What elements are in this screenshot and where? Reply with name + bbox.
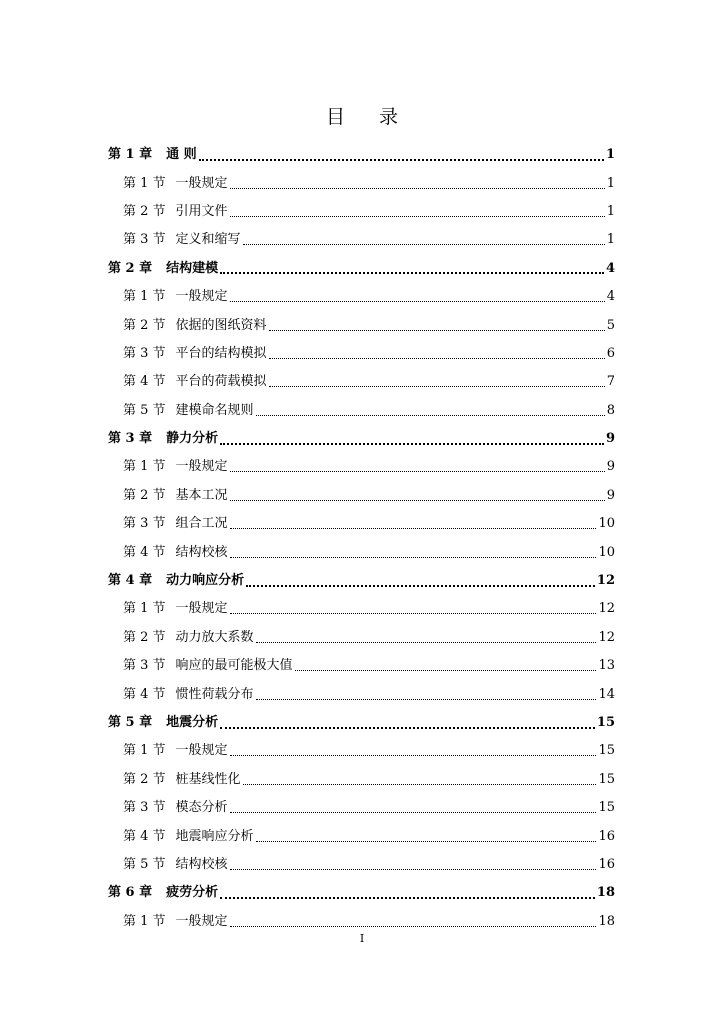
toc-entry-title: 一般规定 — [175, 743, 228, 759]
toc-entry-page: 1 — [606, 232, 615, 248]
page-number: I — [359, 932, 365, 945]
toc-entry-page: 1 — [605, 147, 615, 163]
toc-entry-label — [123, 346, 267, 362]
toc-entry-title: 静力分析 — [166, 431, 219, 447]
toc-entry-title: 疲劳分析 — [166, 885, 219, 901]
toc-entry-title: 平台的结构模拟 — [175, 345, 267, 361]
toc-entry-number: 第 1 节 — [123, 289, 166, 305]
toc-entry-label — [123, 914, 228, 930]
toc-entry-page: 5 — [606, 317, 615, 333]
toc-entry-title: 动力放大系数 — [175, 629, 254, 645]
toc-entry-number: 第 1 节 — [123, 913, 166, 929]
toc-chapter-entry[interactable] — [108, 255, 615, 283]
toc-entry-title: 引用文件 — [175, 203, 228, 219]
toc-section-entry[interactable] — [108, 766, 615, 794]
toc-section-entry[interactable] — [108, 283, 615, 311]
toc-section-entry[interactable] — [108, 198, 615, 226]
dot-leader — [230, 868, 597, 870]
toc-entry-title: 基本工况 — [175, 487, 228, 503]
toc-entry-label — [108, 261, 218, 277]
toc-entry-label — [123, 516, 228, 532]
toc-section-entry[interactable] — [108, 595, 615, 623]
dot-leader — [295, 669, 597, 671]
dot-leader — [230, 215, 605, 217]
toc-entry-page: 1 — [606, 203, 615, 219]
toc-entry-number: 第 3 节 — [123, 345, 166, 361]
dot-leader — [220, 726, 595, 729]
toc-entry-label — [123, 857, 228, 873]
toc-entry-page: 9 — [606, 487, 615, 503]
toc-entry-page: 4 — [606, 289, 615, 305]
toc-entry-title: 惯性荷载分布 — [175, 686, 254, 702]
toc-entry-label — [108, 573, 244, 589]
toc-entry-label — [108, 147, 197, 163]
toc-entry-title: 地震分析 — [166, 715, 219, 730]
dot-leader — [243, 243, 605, 245]
toc-section-entry[interactable] — [108, 652, 615, 680]
toc-entry-number: 第 4 节 — [123, 544, 166, 560]
toc-entry-page: 12 — [596, 573, 615, 589]
toc-entry-number: 第 5 节 — [123, 856, 166, 872]
toc-entry-title: 桩基线性化 — [175, 771, 241, 787]
toc-section-entry[interactable] — [108, 510, 615, 538]
toc-section-entry[interactable] — [108, 397, 615, 425]
toc-entry-number: 第 4 章 — [108, 573, 153, 589]
toc-entry-label — [123, 318, 267, 334]
toc-entry-number: 第 1 节 — [123, 601, 166, 617]
toc-entry-number: 第 2 节 — [123, 317, 166, 333]
toc-section-entry[interactable] — [108, 794, 615, 822]
dot-leader — [230, 527, 597, 529]
dot-leader — [256, 840, 597, 842]
toc-entry-page: 18 — [598, 913, 615, 929]
toc-entry-title: 结构校核 — [175, 856, 228, 872]
toc-section-entry[interactable] — [108, 226, 615, 254]
dot-leader — [269, 357, 605, 359]
toc-entry-label — [108, 885, 218, 901]
toc-entry-title: 一般规定 — [175, 913, 228, 929]
toc-entry-number: 第 5 章 — [108, 715, 153, 730]
toc-section-entry[interactable] — [108, 368, 615, 396]
toc-entry-number: 第 1 章 — [108, 147, 153, 163]
toc-entry-number: 第 3 节 — [123, 658, 166, 674]
dot-leader — [220, 442, 604, 445]
toc-entry-title: 模态分析 — [175, 800, 228, 816]
toc-chapter-entry[interactable] — [108, 709, 615, 737]
toc-entry-page: 6 — [606, 345, 615, 361]
toc-entry-number: 第 1 节 — [123, 743, 166, 759]
toc-entry-number: 第 6 章 — [108, 885, 153, 901]
toc-chapter-entry[interactable] — [108, 567, 615, 595]
toc-title: 目 录 — [325, 106, 413, 128]
toc-entry-page: 15 — [598, 771, 615, 787]
toc-section-entry[interactable] — [108, 340, 615, 368]
toc-entry-label — [123, 176, 228, 192]
toc-entry-title: 结构校核 — [175, 544, 228, 560]
dot-leader — [230, 556, 597, 558]
toc-entry-title: 建模命名规则 — [175, 402, 254, 418]
toc-entry-title: 依据的图纸资料 — [175, 317, 267, 333]
toc-entry-label — [123, 374, 267, 390]
dot-leader — [256, 698, 597, 700]
dot-leader — [230, 811, 597, 813]
toc-section-entry[interactable] — [108, 311, 615, 339]
toc-entry-page: 9 — [605, 431, 615, 447]
dot-leader — [220, 896, 595, 899]
dot-leader — [256, 641, 597, 643]
dot-leader — [256, 414, 605, 416]
toc-section-entry[interactable] — [108, 737, 615, 765]
toc-entry-number: 第 2 节 — [123, 771, 166, 787]
toc-entry-page: 1 — [606, 175, 615, 191]
dot-leader — [230, 187, 605, 189]
toc-entry-number: 第 3 章 — [108, 431, 153, 447]
toc-entry-label — [123, 658, 293, 674]
toc-entry-title: 结构建模 — [166, 260, 219, 276]
dot-leader — [230, 499, 605, 501]
toc-chapter-entry[interactable] — [108, 141, 615, 169]
toc-entry-number: 第 3 节 — [123, 800, 166, 816]
dot-leader — [230, 470, 605, 472]
toc-entry-title: 定义和缩写 — [175, 232, 241, 248]
toc-entry-label — [123, 459, 228, 475]
toc-entry-label — [123, 545, 228, 561]
toc-entry-title: 动力响应分析 — [166, 573, 245, 589]
toc-entry-page: 8 — [606, 402, 615, 418]
dot-leader — [199, 158, 604, 161]
toc-entry-number: 第 2 节 — [123, 487, 166, 503]
toc-entry-label — [123, 630, 254, 646]
toc-chapter-entry[interactable] — [108, 425, 615, 453]
toc-section-entry[interactable] — [108, 169, 615, 197]
toc-entry-label — [123, 601, 228, 617]
toc-entry-page: 18 — [596, 885, 615, 901]
toc-entry-title: 一般规定 — [175, 289, 228, 305]
toc-entry-number: 第 3 节 — [123, 516, 166, 532]
toc-entry-label — [123, 687, 254, 703]
dot-leader — [230, 300, 605, 302]
toc-entry-title: 响应的最可能极大值 — [175, 658, 293, 674]
table-of-contents — [108, 141, 615, 936]
toc-entry-label — [123, 232, 241, 248]
toc-entry-label — [123, 403, 254, 419]
toc-section-entry[interactable] — [108, 822, 615, 850]
toc-entry-page: 12 — [598, 601, 615, 617]
toc-entry-label — [108, 715, 218, 731]
dot-leader — [246, 584, 595, 587]
toc-entry-label — [123, 800, 228, 816]
toc-section-entry[interactable] — [108, 538, 615, 566]
toc-entry-page: 15 — [596, 715, 615, 730]
toc-entry-page: 9 — [606, 459, 615, 475]
toc-entry-title: 一般规定 — [175, 175, 228, 191]
toc-entry-number: 第 4 节 — [123, 686, 166, 702]
toc-section-entry[interactable] — [108, 482, 615, 510]
toc-entry-label — [123, 289, 228, 305]
toc-entry-page: 14 — [598, 686, 615, 702]
toc-entry-label — [123, 488, 228, 504]
toc-entry-page: 15 — [598, 800, 615, 816]
toc-entry-number: 第 1 节 — [123, 175, 166, 191]
toc-entry-title: 平台的荷载模拟 — [175, 374, 267, 390]
toc-entry-number: 第 2 章 — [108, 260, 153, 276]
toc-entry-label — [108, 431, 218, 447]
toc-chapter-entry[interactable] — [108, 879, 615, 907]
toc-entry-number: 第 5 节 — [123, 402, 166, 418]
dot-leader — [230, 925, 597, 927]
toc-entry-title: 通 则 — [166, 147, 197, 163]
toc-entry-label — [123, 204, 228, 220]
toc-entry-title: 一般规定 — [175, 459, 228, 475]
toc-entry-number: 第 2 节 — [123, 629, 166, 645]
toc-entry-number: 第 4 节 — [123, 374, 166, 390]
toc-entry-page: 16 — [598, 856, 615, 872]
toc-entry-number: 第 3 节 — [123, 232, 166, 248]
toc-entry-label — [123, 743, 228, 759]
toc-section-entry[interactable] — [108, 624, 615, 652]
toc-entry-number: 第 4 节 — [123, 828, 166, 844]
toc-entry-page: 4 — [605, 260, 615, 276]
toc-entry-page: 15 — [598, 743, 615, 759]
toc-section-entry[interactable] — [108, 680, 615, 708]
toc-entry-page: 12 — [598, 629, 615, 645]
toc-entry-page: 7 — [606, 374, 615, 390]
toc-entry-label — [123, 829, 254, 845]
toc-entry-number: 第 2 节 — [123, 203, 166, 219]
dot-leader — [220, 271, 604, 274]
toc-section-entry[interactable] — [108, 453, 615, 481]
dot-leader — [243, 783, 597, 785]
toc-entry-title: 组合工况 — [175, 516, 228, 532]
dot-leader — [269, 385, 605, 387]
toc-entry-title: 地震响应分析 — [175, 828, 254, 844]
toc-entry-page: 13 — [598, 658, 615, 674]
dot-leader — [230, 754, 597, 756]
toc-entry-label — [123, 772, 241, 788]
dot-leader — [269, 329, 605, 331]
toc-entry-page: 10 — [598, 544, 615, 560]
toc-entry-title: 一般规定 — [175, 601, 228, 617]
toc-entry-page: 10 — [598, 516, 615, 532]
toc-entry-number: 第 1 节 — [123, 459, 166, 475]
toc-entry-page: 16 — [598, 828, 615, 844]
dot-leader — [230, 612, 597, 614]
toc-section-entry[interactable] — [108, 851, 615, 879]
